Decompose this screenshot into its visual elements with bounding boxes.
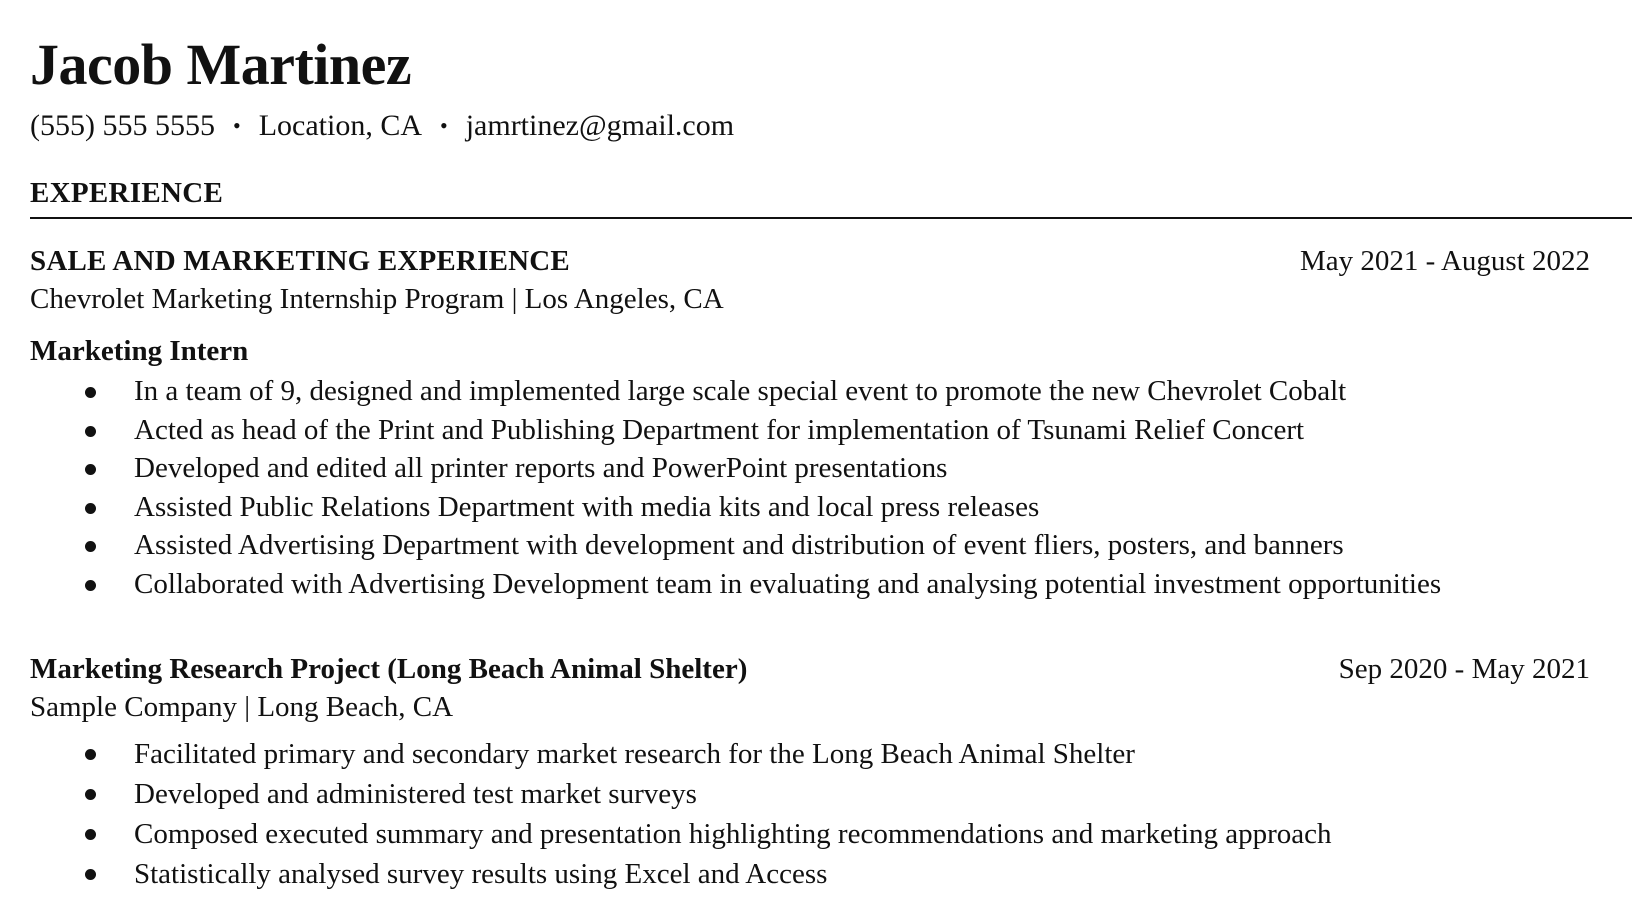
bullet-item: Developed and edited all printer reports and PowerPoint presentations xyxy=(30,449,1590,488)
section-title-experience: EXPERIENCE xyxy=(30,177,224,209)
entry-title: Marketing Research Project (Long Beach Animal Shelter) xyxy=(30,653,748,685)
experience-entry xyxy=(30,244,1590,604)
bullet-item: Developed and administered test market surveys xyxy=(30,774,1590,814)
section-divider xyxy=(30,217,1632,219)
bullet-item: Statistically analysed survey results using Excel and Access xyxy=(30,854,1590,894)
bullet-item: Assisted Advertising Department with development and distribution of event fliers, posters, and banners xyxy=(30,526,1590,565)
entry-header xyxy=(30,652,1590,690)
entry-organization: Chevrolet Marketing Internship Program | Los Angeles, CA xyxy=(30,283,724,315)
entry-organization: Sample Company | Long Beach, CA xyxy=(30,691,454,723)
bullet-item: Acted as head of the Print and Publishing Department for implementation of Tsunami Relief Concert xyxy=(30,411,1590,450)
email-address: jamrtinez@gmail.com xyxy=(465,109,735,142)
contact-line xyxy=(30,108,734,144)
entry-bullet-list xyxy=(30,372,1590,604)
location: Location, CA xyxy=(258,109,422,142)
entry-title: SALE AND MARKETING EXPERIENCE xyxy=(30,245,570,277)
experience-entry xyxy=(30,652,1590,894)
candidate-name: Jacob Martinez xyxy=(30,32,412,97)
bullet-item: Facilitated primary and secondary market research for the Long Beach Animal Shelter xyxy=(30,734,1590,774)
resume-page xyxy=(30,0,1630,924)
entry-dates: Sep 2020 - May 2021 xyxy=(1338,653,1590,685)
entry-role: Marketing Intern xyxy=(30,335,249,367)
contact-separator: • xyxy=(440,113,448,138)
bullet-item: Assisted Public Relations Department with media kits and local press releases xyxy=(30,488,1590,527)
entry-dates: May 2021 - August 2022 xyxy=(1300,245,1590,277)
bullet-item: In a team of 9, designed and implemented large scale special event to promote the new Chevrolet Cobalt xyxy=(30,372,1590,411)
contact-separator: • xyxy=(232,113,241,138)
entry-bullet-list xyxy=(30,734,1590,894)
bullet-item: Composed executed summary and presentation highlighting recommendations and marketing approach xyxy=(30,814,1590,854)
bullet-item: Collaborated with Advertising Development team in evaluating and analysing potential investment opportunities xyxy=(30,565,1590,604)
entry-header xyxy=(30,244,1590,282)
phone-number: (555) 555 5555 xyxy=(30,109,215,142)
